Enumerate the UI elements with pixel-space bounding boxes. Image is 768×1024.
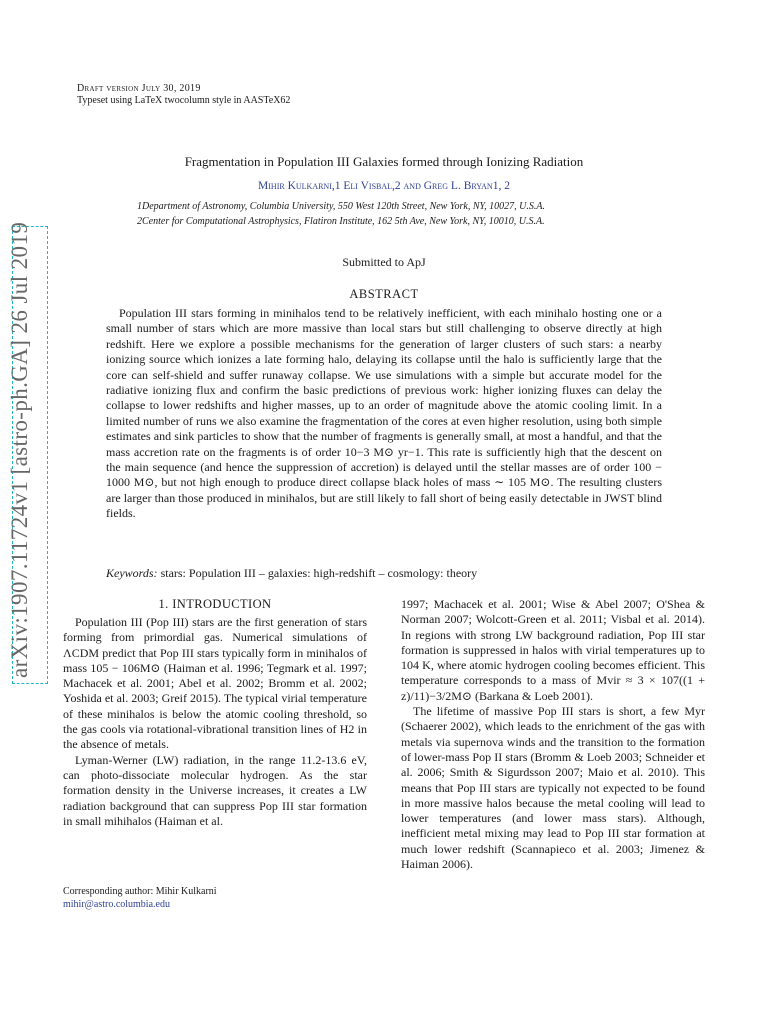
intro-paragraph-4: The lifetime of massive Pop III stars is short, a few Myr (Schaerer 2002), which leads to the enrichment of the gas with metals via supernova winds and the transition to the formation of lower-mass Pop II stars (Bromm & Loeb 2003; Schneider et al. 2006; Smith & Sigurdsson 2007; Maio et al. 2010). This means that Pop III stars are typically not expected to be found in more massive halos because the metal cooling will lead to lower temperatures (and lower mass stars). Although, inefficient metal mixing may lead to Pop III star formation at much lower redshift (Scannapieco et al. 2003; Jimenez & Haiman 2006).	[401, 704, 705, 872]
abstract-text: Population III stars forming in minihalos tend to be relatively inefficient, with each minihalo hosting one or a small number of stars which are more massive than local stars but still challenging to observe directly at high redshift. Here we explore a possible mechanisms for the generation of larger clusters of such stars: a nearby ionizing source which ionizes a late forming halo, delaying its collapse until the halo is sufficiently large that the core can self-shield and suffer runaway collapse. We use simulations with a simple but accurate model for the radiative ionizing flux and confirm the basic predictions of previous work: higher ionizing fluxes can delay the collapse to lower redshifts and higher masses, up to an order of magnitude above the atomic cooling limit. In a limited number of runs we also examine the fragmentation of the cores at even higher resolution, using both simple estimates and sink particles to show that the number of fragments is generally small, at most a handful, and that the mass accretion rate on the fragments is of order 10−3 M⊙ yr−1. This rate is sufficiently high that the descent on the main sequence (and hence the suppression of accretion) is delayed until the stellar masses are of order 100 − 1000 M⊙, but not high enough to produce direct collapse black holes of mass ∼ 105 M⊙. The resulting clusters are larger than those produced in minihalos, but are still likely to fall short of being easily detectable in JWST blind fields.	[106, 306, 662, 521]
keywords-line	[106, 566, 477, 581]
keywords-list: stars: Population III – galaxies: high-redshift – cosmology: theory	[160, 566, 478, 580]
affiliation-1: 1Department of Astronomy, Columbia University, 550 West 120th Street, New York, NY, 10027, U.S.A.	[137, 201, 545, 212]
corresponding-author: Corresponding author: Mihir Kulkarni	[63, 886, 217, 897]
intro-paragraph-2: Lyman-Werner (LW) radiation, in the range 11.2-13.6 eV, can photo-dissociate molecular hydrogen. As the star formation density in the Universe increases, it creates a LW radiation background that can suppress Pop III star formation in small mihihalos (Haiman et al.	[63, 752, 367, 828]
keywords-label: Keywords:	[106, 566, 158, 580]
author-email-link[interactable]: mihir@astro.columbia.edu	[63, 899, 170, 910]
left-column	[63, 615, 367, 829]
submission-note: Submitted to ApJ	[342, 255, 426, 269]
paper-title: Fragmentation in Population III Galaxies formed through Ionizing Radiation	[184, 154, 584, 169]
corresponding-footnote	[63, 885, 217, 911]
abstract-heading: ABSTRACT	[349, 287, 419, 301]
typeset-line: Typeset using LaTeX twocolumn style in AASTeX62	[77, 95, 291, 106]
affiliation-2: 2Center for Computational Astrophysics, Flatiron Institute, 162 5th Ave, New York, NY, 10010, U.S.A.	[137, 216, 545, 227]
intro-paragraph-1: Population III (Pop III) stars are the first generation of stars forming from primordial gas. Numerical simulations of ΛCDM predict that Pop III stars typically form in minihalos of mass 105 − 106M⊙ (Haiman et al. 1996; Tegmark et al. 1997; Machacek et al. 2001; Abel et al. 2002; Bromm et al. 2002; Yoshida et al. 2003; Greif 2015). The typical virial temperature of these minihalos is below the atomic cooling threshold, so the gas cools via rotational-vibrational transition lines of H2 in the absence of metals.	[63, 615, 367, 752]
draft-version-line: Draft version July 30, 2019	[77, 83, 201, 94]
author-list[interactable]: Mihir Kulkarni,1 Eli Visbal,2 and Greg L. Bryan1, 2	[258, 180, 510, 192]
section-heading-introduction: 1. INTRODUCTION	[158, 597, 272, 611]
arxiv-identifier[interactable]: arXiv:1907.11724v1 [astro-ph.GA] 26 Jul 2019	[7, 221, 32, 678]
right-column	[401, 597, 705, 872]
intro-paragraph-3: 1997; Machacek et al. 2001; Wise & Abel 2007; O'Shea & Norman 2007; Wolcott-Green et al. 2011; Visbal et al. 2014). In regions with strong LW background radiation, Pop III star formation is suppressed in halos with virial temperatures up to 104 K, where atomic hydrogen cooling becomes efficient. This temperature corresponds to a mass of Mvir ≈ 3 × 107((1 + z)/11)−3/2M⊙ (Barkana & Loeb 2001).	[401, 597, 705, 703]
